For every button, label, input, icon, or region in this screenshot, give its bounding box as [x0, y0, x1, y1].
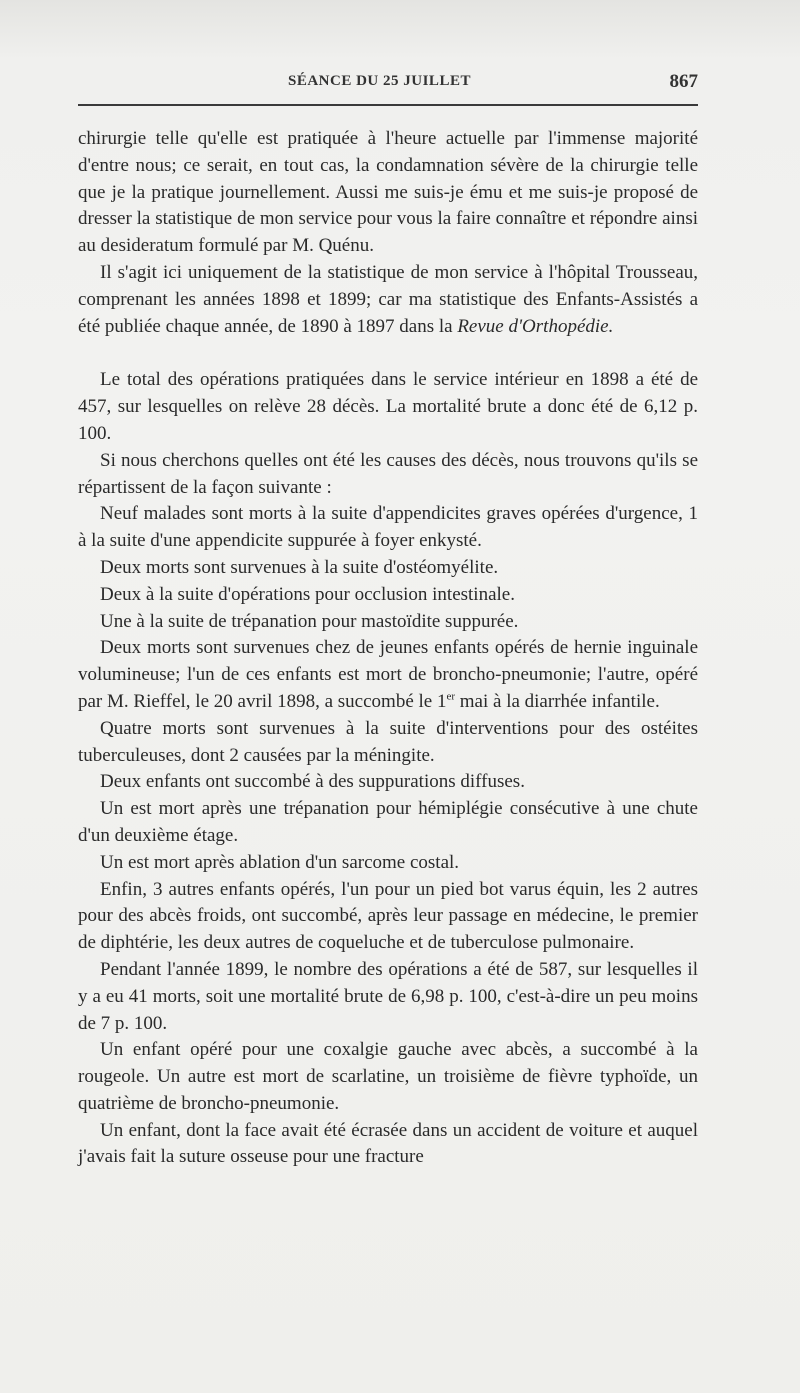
paragraph: Deux enfants ont succombé à des suppurations diffuses.	[100, 771, 525, 793]
page-header	[78, 73, 698, 101]
paragraph-text: mai à la diarrhée infantile.	[455, 690, 660, 712]
paragraph: Enfin, 3 autres enfants opérés, l'un pour un pied bot varus équin, les 2 autres pour des abcès froids, ont succombé, après leur passage en médecine, le premier de diphtérie, les deux autres de coqueluche et de tuberculose pulmonaire.	[78, 878, 698, 954]
superscript: er	[446, 690, 456, 703]
paragraph: Deux à la suite d'opérations pour occlusion intestinale.	[100, 583, 515, 605]
paragraph: Neuf malades sont morts à la suite d'appendicites graves opérées d'urgence, 1 à la suite d'une appendicite suppurée à foyer enkysté.	[78, 503, 698, 552]
paragraph: Pendant l'année 1899, le nombre des opérations a été de 587, sur lesquelles il y a eu 41 morts, soit une mortalité brute de 6,98 p. 100, c'est-à-dire un peu moins de 7 p. 100.	[78, 958, 698, 1034]
paragraph-text: Il s'agit ici uniquement de la statistique de mon service à l'hôpital Trousseau, comprenant les années 1898 et 1899; car ma statistique des Enfants-Assistés a été publiée chaque année, de 1890 à 1897 dans la	[78, 261, 698, 337]
header-rule	[78, 104, 698, 106]
paragraph: Un est mort après une trépanation pour hémiplégie consécutive à une chute d'un deuxième étage.	[78, 798, 698, 846]
running-title: SÉANCE DU 25 JUILLET	[288, 73, 471, 89]
body-text	[78, 126, 698, 1171]
page-number: 867	[669, 71, 698, 92]
paragraph: Un enfant opéré pour une coxalgie gauche avec abcès, a succombé à la rougeole. Un autre est mort de scarlatine, un troisième de fièvre typhoïde, un quatrième de broncho-pneumonie.	[78, 1039, 698, 1114]
paragraph-text: Deux morts sont survenues chez de jeunes enfants opérés de hernie inguinale volumineuse; l'un de ces enfants est mort de broncho-pneumonie; l'autre, opéré par M. Rieffel, le 20 avril 1898, a succombé le 1	[78, 637, 698, 712]
paragraph: Une à la suite de trépanation pour mastoïdite suppurée.	[100, 610, 519, 632]
paragraph: Deux morts sont survenues à la suite d'ostéomyélite.	[100, 556, 499, 578]
paragraph	[78, 260, 698, 340]
paragraph: Si nous cherchons quelles ont été les causes des décès, nous trouvons qu'ils se répartissent de la façon suivante :	[78, 449, 698, 498]
paragraph	[78, 635, 698, 715]
paragraph: Un enfant, dont la face avait été écrasée dans un accident de voiture et auquel j'avais fait la suture osseuse pour une fracture	[78, 1119, 698, 1168]
paragraph: chirurgie telle qu'elle est pratiquée à l'heure actuelle par l'immense majorité d'entre nous; ce serait, en tout cas, la condamnation sévère de la chirurgie telle que je la pratique journellement. Aussi me suis-je ému et me suis-je proposé de dresser la statistique de mon service pour vous la faire connaître et répondre ainsi au desideratum formulé par M. Quénu.	[78, 128, 698, 257]
paragraph: Quatre morts sont survenues à la suite d'interventions pour des ostéites tuberculeuses, dont 2 causées par la méningite.	[78, 717, 698, 766]
paragraph: Le total des opérations pratiquées dans le service intérieur en 1898 a été de 457, sur lesquelles on relève 28 décès. La mortalité brute a donc été de 6,12 p. 100.	[78, 369, 698, 444]
journal-title: Revue d'Orthopédie.	[457, 315, 614, 337]
paragraph: Un est mort après ablation d'un sarcome costal.	[100, 851, 460, 873]
